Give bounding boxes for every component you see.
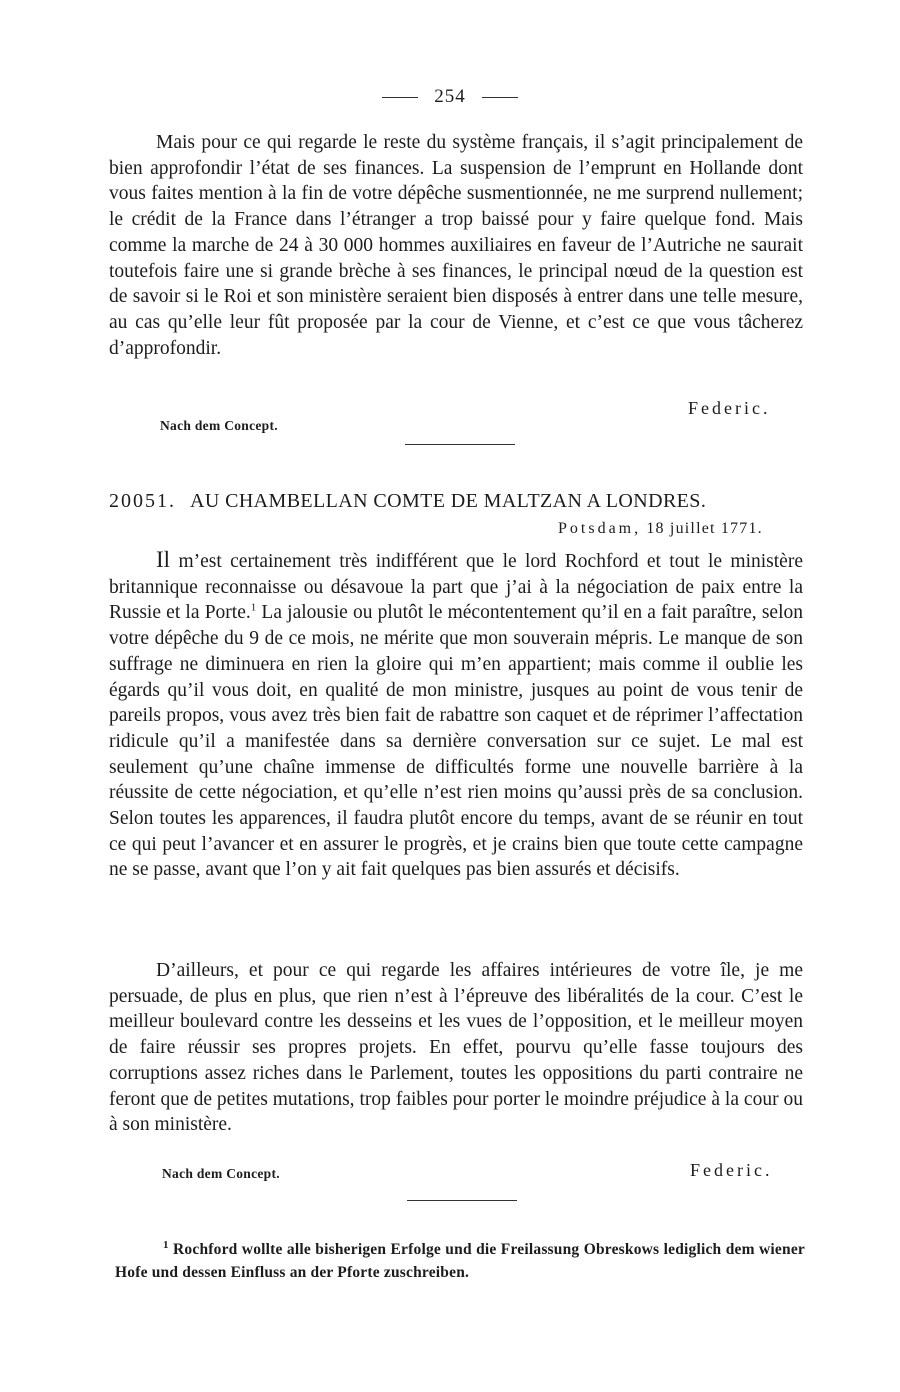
paragraph-rochford: [109, 547, 803, 883]
header-dash-right: [482, 97, 518, 98]
paragraph-rochford-part-a: m’est certainement très indifférent que le lord Rochford et tout le ministère britannique reconnaisse ou désavoue la part que j’ai à la négociation de paix entre la Russie et la Porte.: [109, 551, 803, 624]
header-dash-left: [382, 97, 418, 98]
letter-number: 20051.: [109, 490, 176, 512]
footnote-text: Rochford wollte alle bisherigen Erfolge und die Freilassung Obreskows lediglich dem wiener Hofe und dessen Einfluss an der Pforte zuschreiben.: [115, 1241, 805, 1281]
page-header: [0, 86, 900, 108]
source-note-2: Nach dem Concept.: [162, 1166, 280, 1181]
section-divider-1: [405, 444, 515, 445]
letter-heading: [109, 490, 809, 513]
section-divider-2: [407, 1200, 517, 1201]
paragraph-system-francais: Mais pour ce qui regarde le reste du système français, il s’agit principalement de bien approfondir l’état de ses finances. La suspension de l’emprunt en Hollande dont vous faites mention à la fin de votre dépêche susmentionnée, ne me surprend nullement; le crédit de la France dans l’étranger a trop baissé pour y faire quelque fond. Mais comme la marche de 24 à 30 000 hommes auxiliaires en faveur de l’Autriche ne saurait toutefois faire une si grande brèche à ses finances, le principal nœud de la question est de savoir si le Roi et son ministère seraient bien disposés à entrer dans une telle mesure, au cas qu’elle leur fût proposée par la cour de Vienne, et c’est ce que vous tâcherez d’approfondir.: [109, 132, 803, 359]
source-note-1: Nach dem Concept.: [160, 418, 278, 433]
footnote-number: 1: [163, 1238, 169, 1251]
date-place: Potsdam,: [558, 520, 642, 537]
paragraph-affaires-interieures: D’ailleurs, et pour ce qui regarde les affaires intérieures de votre île, je me persuade, de plus en plus, que rien n’est à l’épreuve des libéralités de la cour. C’est le meilleur boulevard contre les desseins et les vues de l’opposition, et le meilleur moyen de faire réussir ses propres projets. En effet, pourvu qu’elle fasse toujours des corruptions assez riches dans le Parlement, toutes les oppositions du parti contraire ne feront que de petites mutations, trop faibles pour porter le moindre préjudice à la cour ou à son ministère.: [109, 960, 803, 1136]
letter-title: AU CHAMBELLAN COMTE DE MALTZAN A LONDRES.: [190, 490, 707, 512]
signature-federic-1: Federic.: [688, 398, 771, 418]
signature-federic-2: Federic.: [690, 1160, 773, 1180]
letter-dateline: [558, 520, 763, 538]
paragraph-rochford-part-b: La jalousie ou plutôt le mécontentement qu’il en a fait paraître, selon votre dépêche du 9 de ce mois, ne mérite que mon souverain mépris. Le manque de son suffrage ne diminuera en rien la gloire qui m’en appartient; mais comme il oublie les égards qu’il vous doit, en qualité de mon ministre, jusques au point de vous tenir de pareils propos, vous avez très bien fait de rabattre son caquet et de réprimer l’affectation ridicule qu’il a manifestée dans sa dernière conversation sur ce sujet. Le mal est seulement qu’une chaîne immense de difficultés forme une nouvelle barrière à la réussite de cette négociation, et qu’elle n’est rien moins qu’aussi près de sa conclusion. Selon toutes les apparences, il faudra plutôt encore du temps, avant de se réunir en tout ce qui peut l’avancer et en assurer le progrès, et je crains bien que toute cette campagne ne se passe, avant que l’on y ait fait quelques pas bien assurés et décisifs.: [109, 602, 803, 881]
paragraph-initial: Il: [156, 547, 171, 572]
footnote: [115, 1238, 805, 1284]
footnote-marker: 1: [250, 601, 257, 614]
page-number: 254: [434, 86, 466, 107]
date-text: 18 juillet 1771.: [646, 520, 763, 537]
